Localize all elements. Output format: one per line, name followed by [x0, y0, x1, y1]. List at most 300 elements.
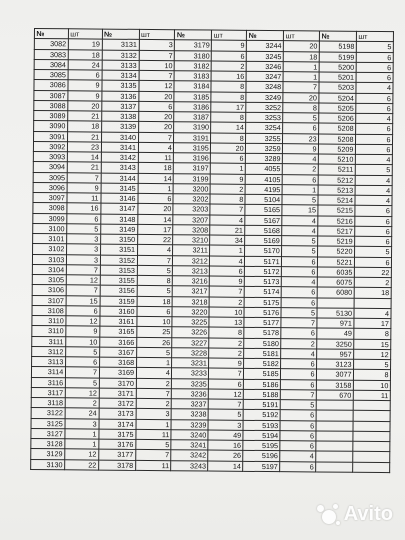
cell-qty: 17 [137, 224, 173, 235]
cell-number: 3244 [247, 41, 284, 52]
cell-number: 3178 [98, 460, 135, 471]
cell-number: 3155 [100, 275, 137, 286]
cell-qty: 7 [210, 286, 245, 297]
cell-number: 5185 [244, 369, 281, 380]
cell-qty: 21 [67, 131, 101, 142]
cell-number: 3146 [101, 193, 138, 204]
cell-qty [353, 411, 390, 422]
cell-number: 3077 [316, 369, 353, 380]
cell-number: 3247 [246, 71, 283, 82]
cell-qty: 8 [137, 275, 173, 286]
cell-qty: 26 [136, 337, 172, 348]
cell-qty: 2 [210, 184, 245, 195]
cell-qty: 16 [211, 71, 246, 82]
cell-number: 5193 [243, 420, 280, 431]
cell-number: 3149 [100, 224, 137, 235]
cell-number [316, 461, 353, 472]
cell-number: 5214 [318, 195, 355, 206]
cell-qty: 5 [283, 113, 319, 124]
cell-qty: 3 [208, 420, 243, 431]
cell-number: 3172 [99, 398, 136, 409]
cell-qty: 22 [137, 234, 173, 245]
cell-number [316, 431, 353, 442]
cell-qty [353, 441, 390, 452]
cell-qty: 4 [356, 83, 393, 94]
cell-number: 3235 [172, 378, 209, 389]
cell-qty: 10 [353, 380, 390, 391]
cell-qty: 8 [211, 81, 246, 92]
cell-qty: 9 [68, 80, 102, 91]
cell-qty: 7 [135, 450, 171, 461]
cell-qty: 14 [137, 214, 173, 225]
cell-qty: 9 [67, 183, 101, 194]
cell-qty: 5 [356, 42, 393, 53]
cell-qty: 23 [67, 142, 101, 153]
cell-qty: 1 [136, 357, 172, 368]
cell-number: 3195 [174, 142, 211, 153]
cell-number: 3168 [99, 357, 136, 368]
cell-qty: 8 [211, 92, 246, 103]
cell-qty: 6 [280, 461, 316, 472]
cell-number: 5220 [318, 246, 355, 257]
cell-number: 5172 [245, 266, 282, 277]
cell-number: 3250 [317, 338, 354, 349]
cell-qty: 4 [281, 348, 317, 359]
cell-qty: 3 [65, 418, 99, 429]
cell-qty: 12 [138, 81, 174, 92]
cell-number: 3125 [31, 418, 65, 429]
cell-number: 3190 [174, 122, 211, 133]
cell-qty: 12 [66, 275, 100, 286]
cell-qty: 4 [282, 225, 318, 236]
cell-qty: 1 [136, 419, 172, 430]
cell-number: 3106 [32, 285, 66, 296]
cell-number: 3213 [173, 265, 210, 276]
cell-number: 3118 [31, 397, 65, 408]
cell-qty: 6 [354, 257, 391, 268]
cell-qty: 49 [208, 430, 243, 441]
cell-qty: 12 [209, 389, 244, 400]
cell-qty [353, 400, 390, 411]
cell-qty: 6 [356, 103, 393, 114]
cell-number: 5171 [245, 256, 282, 267]
cell-number: 3169 [99, 367, 136, 378]
cell-number: 49 [317, 328, 354, 339]
cell-number: 957 [317, 349, 354, 360]
cell-number: 3218 [172, 296, 209, 307]
cell-qty: 6 [355, 236, 392, 247]
cell-qty: 6 [356, 72, 393, 83]
cell-qty: 2 [65, 398, 99, 409]
cell-qty: 6 [67, 213, 101, 224]
cell-number: 5169 [245, 235, 282, 246]
cell-qty: 6 [280, 420, 316, 431]
cell-number: 5196 [243, 451, 280, 462]
cell-qty: 2 [282, 164, 318, 175]
cell-number: 3093 [33, 151, 67, 162]
cell-number: 5167 [245, 215, 282, 226]
cell-qty: 16 [67, 203, 101, 214]
cell-number: 5188 [243, 389, 280, 400]
cell-qty: 18 [137, 296, 173, 307]
cell-number: 3142 [101, 152, 138, 163]
cell-number: 3135 [102, 80, 139, 91]
cell-qty: 6 [210, 266, 245, 277]
cell-qty: 5 [137, 286, 173, 297]
cell-number: 3186 [174, 101, 211, 112]
cell-qty: 21 [210, 225, 245, 236]
cell-qty: 1 [282, 184, 318, 195]
cell-number: 5182 [244, 358, 281, 369]
cell-qty: 20 [137, 204, 173, 215]
cell-qty: 5 [66, 224, 100, 235]
cell-qty: 15 [66, 295, 100, 306]
cell-qty: 8 [209, 327, 244, 338]
cell-qty: 5 [135, 439, 171, 450]
cell-number: 3134 [102, 70, 139, 81]
cell-number: 5211 [318, 164, 355, 175]
cell-number: 3289 [246, 153, 283, 164]
cell-qty: 1 [65, 429, 99, 440]
cell-qty: 5 [282, 246, 318, 257]
cell-number: 3240 [171, 429, 208, 440]
header-number: № [102, 29, 139, 40]
cell-number: 5194 [243, 430, 280, 441]
cell-number: 3212 [173, 255, 210, 266]
cell-number: 3233 [172, 368, 209, 379]
cell-number [316, 400, 353, 411]
cell-number: 3086 [34, 80, 68, 91]
cell-number: 5195 [243, 440, 280, 451]
cell-qty: 7 [281, 318, 317, 329]
cell-number: 3148 [100, 214, 137, 225]
cell-number: 3131 [102, 39, 139, 50]
cell-number: 3210 [173, 235, 210, 246]
cell-qty: 7 [209, 368, 244, 379]
cell-number: 3098 [33, 203, 67, 214]
cell-number: 3145 [101, 183, 138, 194]
cell-qty: 6 [281, 266, 317, 277]
cell-number: 5168 [245, 225, 282, 236]
cell-number: 3166 [99, 337, 136, 348]
cell-qty: 7 [65, 367, 99, 378]
cell-number: 3231 [172, 358, 209, 369]
cell-number: 6075 [317, 277, 354, 288]
cell-qty: 6 [211, 153, 246, 164]
cell-qty: 20 [138, 91, 174, 102]
cell-number: 3104 [32, 264, 66, 275]
cell-number: 3117 [31, 387, 65, 398]
cell-qty: 1 [138, 183, 174, 194]
cell-qty: 3 [66, 244, 100, 255]
cell-qty: 18 [354, 288, 391, 299]
cell-qty: 6 [281, 328, 317, 339]
cell-qty: 9 [209, 358, 244, 369]
cell-qty: 23 [283, 133, 319, 144]
cell-number: 3165 [99, 326, 136, 337]
cell-number: 5203 [319, 82, 356, 93]
avito-watermark [317, 503, 393, 526]
cell-qty: 9 [212, 40, 247, 51]
cell-qty: 5 [355, 247, 392, 258]
cell-qty: 10 [136, 316, 172, 327]
cell-qty: 9 [66, 326, 100, 337]
cell-qty: 6 [356, 93, 393, 104]
cell-number: 3184 [174, 81, 211, 92]
cell-qty: 18 [283, 51, 319, 62]
cell-qty: 1 [65, 439, 99, 450]
cell-qty: 7 [283, 82, 319, 93]
header-qty: шт [284, 31, 320, 42]
cell-qty: 6 [137, 306, 173, 317]
cell-qty: 5 [355, 165, 392, 176]
cell-number: 3083 [34, 49, 68, 60]
cell-qty: 4 [282, 154, 318, 165]
cell-number: 3248 [246, 82, 283, 93]
cell-number: 3182 [175, 60, 212, 71]
cell-number: 3107 [32, 295, 66, 306]
cell-qty: 3 [136, 409, 172, 420]
cell-qty: 1 [283, 72, 319, 83]
cell-qty: 8 [354, 329, 391, 340]
cell-qty: 22 [64, 459, 98, 470]
cell-number: 5180 [244, 338, 281, 349]
cell-number: 3160 [100, 306, 137, 317]
cell-number: 5209 [318, 144, 355, 155]
cell-qty: 6 [281, 359, 317, 370]
cell-number: 3220 [172, 306, 209, 317]
cell-number: 5206 [319, 113, 356, 124]
cell-number: 3174 [99, 419, 136, 430]
cell-qty: 11 [353, 390, 390, 401]
cell-number: 3227 [172, 337, 209, 348]
cell-qty: 5 [280, 400, 316, 411]
cell-qty: 3 [139, 40, 175, 51]
cell-number: 3140 [101, 132, 138, 143]
cell-number: 3185 [174, 91, 211, 102]
cell-qty: 8 [283, 102, 319, 113]
header-number: № [319, 31, 356, 42]
cell-qty: 7 [139, 50, 175, 61]
cell-number: 5178 [244, 328, 281, 339]
cell-qty: 4 [138, 142, 174, 153]
cell-number [316, 410, 353, 421]
cell-number: 3225 [172, 317, 209, 328]
cell-qty: 6 [212, 51, 247, 62]
cell-number: 5201 [319, 72, 356, 83]
cell-qty: 15 [282, 205, 318, 216]
cell-number: 670 [316, 390, 353, 401]
cell-number: 3111 [32, 336, 66, 347]
header-qty: шт [139, 29, 175, 40]
cell-qty: 18 [68, 49, 102, 60]
cell-qty: 6 [282, 256, 318, 267]
cell-number: 3116 [31, 377, 65, 388]
cell-number: 5191 [243, 399, 280, 410]
cell-number: 5210 [318, 154, 355, 165]
cell-number: 971 [317, 318, 354, 329]
cell-number: 3087 [34, 90, 68, 101]
cell-number: 3199 [174, 173, 211, 184]
cell-qty: 18 [67, 121, 101, 132]
cell-qty: 5 [65, 377, 99, 388]
cell-number: 3259 [246, 143, 283, 154]
cell-number: 3183 [174, 71, 211, 82]
header-qty: шт [356, 31, 393, 42]
cell-number: 3108 [32, 305, 66, 316]
cell-qty: 1 [210, 245, 245, 256]
cell-number: 3150 [100, 234, 137, 245]
cell-number: 5186 [244, 379, 281, 390]
header-number: № [247, 30, 284, 41]
cell-number: 3187 [174, 112, 211, 123]
cell-qty: 22 [354, 267, 391, 278]
cell-number: 5208 [319, 123, 356, 134]
cell-number: 5177 [244, 317, 281, 328]
cell-number: 5204 [319, 92, 356, 103]
cell-qty: 12 [354, 349, 391, 360]
cell-qty: 4 [210, 256, 245, 267]
cell-number: 3100 [33, 223, 67, 234]
cell-qty: 6 [209, 379, 244, 390]
cell-qty: 8 [211, 112, 246, 123]
cell-number: 3110 [32, 315, 66, 326]
cell-number: 3143 [101, 162, 138, 173]
cell-number: 3254 [246, 123, 283, 134]
cell-number: 3141 [101, 142, 138, 153]
cell-qty: 24 [68, 60, 102, 71]
cell-number: 3105 [32, 274, 66, 285]
cell-number: 3167 [99, 347, 136, 358]
cell-qty: 4 [356, 113, 393, 124]
cell-number: 3092 [33, 141, 67, 152]
cell-number: 3249 [246, 92, 283, 103]
cell-number: 3158 [316, 379, 353, 390]
cell-qty: 17 [354, 318, 391, 329]
cell-qty: 1 [283, 61, 319, 72]
cell-number: 3096 [33, 182, 67, 193]
cell-qty: 6 [356, 124, 393, 135]
cell-qty: 6 [68, 70, 102, 81]
cell-number: 3243 [171, 460, 208, 471]
cell-number: 5219 [318, 236, 355, 247]
cell-qty: 7 [139, 70, 175, 81]
cell-qty: 6 [280, 441, 316, 452]
cell-number: 3196 [174, 153, 211, 164]
cell-qty: 2 [211, 61, 246, 72]
cell-number: 3089 [34, 111, 68, 122]
cell-qty: 20 [68, 101, 102, 112]
cell-qty: 19 [68, 39, 102, 50]
cell-qty: 6 [138, 101, 174, 112]
cell-qty: 2 [209, 297, 244, 308]
cell-qty: 11 [135, 429, 171, 440]
cell-number: 5200 [319, 62, 356, 73]
cell-qty: 21 [67, 162, 101, 173]
cell-qty: 6 [65, 357, 99, 368]
cell-qty: 3 [66, 234, 100, 245]
inventory-sheet [30, 28, 394, 473]
cell-qty: 6 [281, 379, 317, 390]
cell-qty: 7 [209, 399, 244, 410]
cell-number: 3099 [33, 213, 67, 224]
cell-qty [353, 452, 390, 463]
cell-qty: 5 [137, 265, 173, 276]
cell-qty: 9 [68, 90, 102, 101]
cell-number: 3236 [172, 388, 209, 399]
cell-qty: 4 [136, 368, 172, 379]
cell-qty: 12 [65, 449, 99, 460]
cell-number: 3191 [174, 132, 211, 143]
cell-number: 3153 [100, 265, 137, 276]
header-number: № [34, 29, 68, 40]
cell-number: 5221 [317, 256, 354, 267]
cell-number [316, 451, 353, 462]
cell-qty: 4 [355, 185, 392, 196]
cell-qty: 5 [282, 236, 318, 247]
cell-number: 5130 [317, 308, 354, 319]
cell-number: 3133 [102, 60, 139, 71]
cell-qty: 7 [138, 132, 174, 143]
cell-number: 3228 [172, 347, 209, 358]
cell-qty: 4 [282, 215, 318, 226]
cell-qty: 12 [66, 316, 100, 327]
cell-qty: 16 [208, 440, 243, 451]
cell-qty: 7 [137, 255, 173, 266]
cell-qty: 5 [136, 347, 172, 358]
avito-dots-icon [317, 504, 341, 526]
cell-number: 5198 [319, 41, 356, 52]
cell-number: 5170 [245, 246, 282, 257]
cell-number: 3200 [173, 183, 210, 194]
cell-qty: 14 [211, 122, 246, 133]
cell-qty: 2 [136, 398, 172, 409]
cell-qty: 6 [355, 134, 392, 145]
cell-qty: 20 [283, 92, 319, 103]
cell-qty: 6 [355, 216, 392, 227]
cell-number: 3144 [101, 173, 138, 184]
cell-number: 3177 [98, 449, 135, 460]
cell-qty: 2 [209, 348, 244, 359]
cell-number: 5192 [243, 410, 280, 421]
cell-number: 3202 [173, 194, 210, 205]
cell-number: 3241 [171, 440, 208, 451]
cell-number: 3139 [101, 121, 138, 132]
cell-qty: 5 [281, 307, 317, 318]
cell-number: 3176 [98, 439, 135, 450]
cell-qty: 4 [210, 215, 245, 226]
cell-number: 3151 [100, 244, 137, 255]
cell-qty [354, 298, 391, 309]
cell-qty: 2 [281, 338, 317, 349]
header-qty: шт [68, 29, 102, 40]
cell-qty: 6 [281, 287, 317, 298]
cell-number: 3255 [246, 133, 283, 144]
cell-number: 5215 [318, 205, 355, 216]
cell-number: 3245 [246, 51, 283, 62]
cell-qty: 11 [67, 193, 101, 204]
cell-qty: 18 [138, 163, 174, 174]
cell-qty: 6 [280, 430, 316, 441]
cell-number: 3136 [101, 91, 138, 102]
cell-qty: 4 [280, 451, 316, 462]
cell-qty: 25 [136, 327, 172, 338]
cell-qty: 6 [280, 410, 316, 421]
cell-qty: 5 [65, 347, 99, 358]
cell-qty: 8 [353, 370, 390, 381]
cell-qty: 4 [355, 175, 392, 186]
cell-number: 5104 [245, 194, 282, 205]
